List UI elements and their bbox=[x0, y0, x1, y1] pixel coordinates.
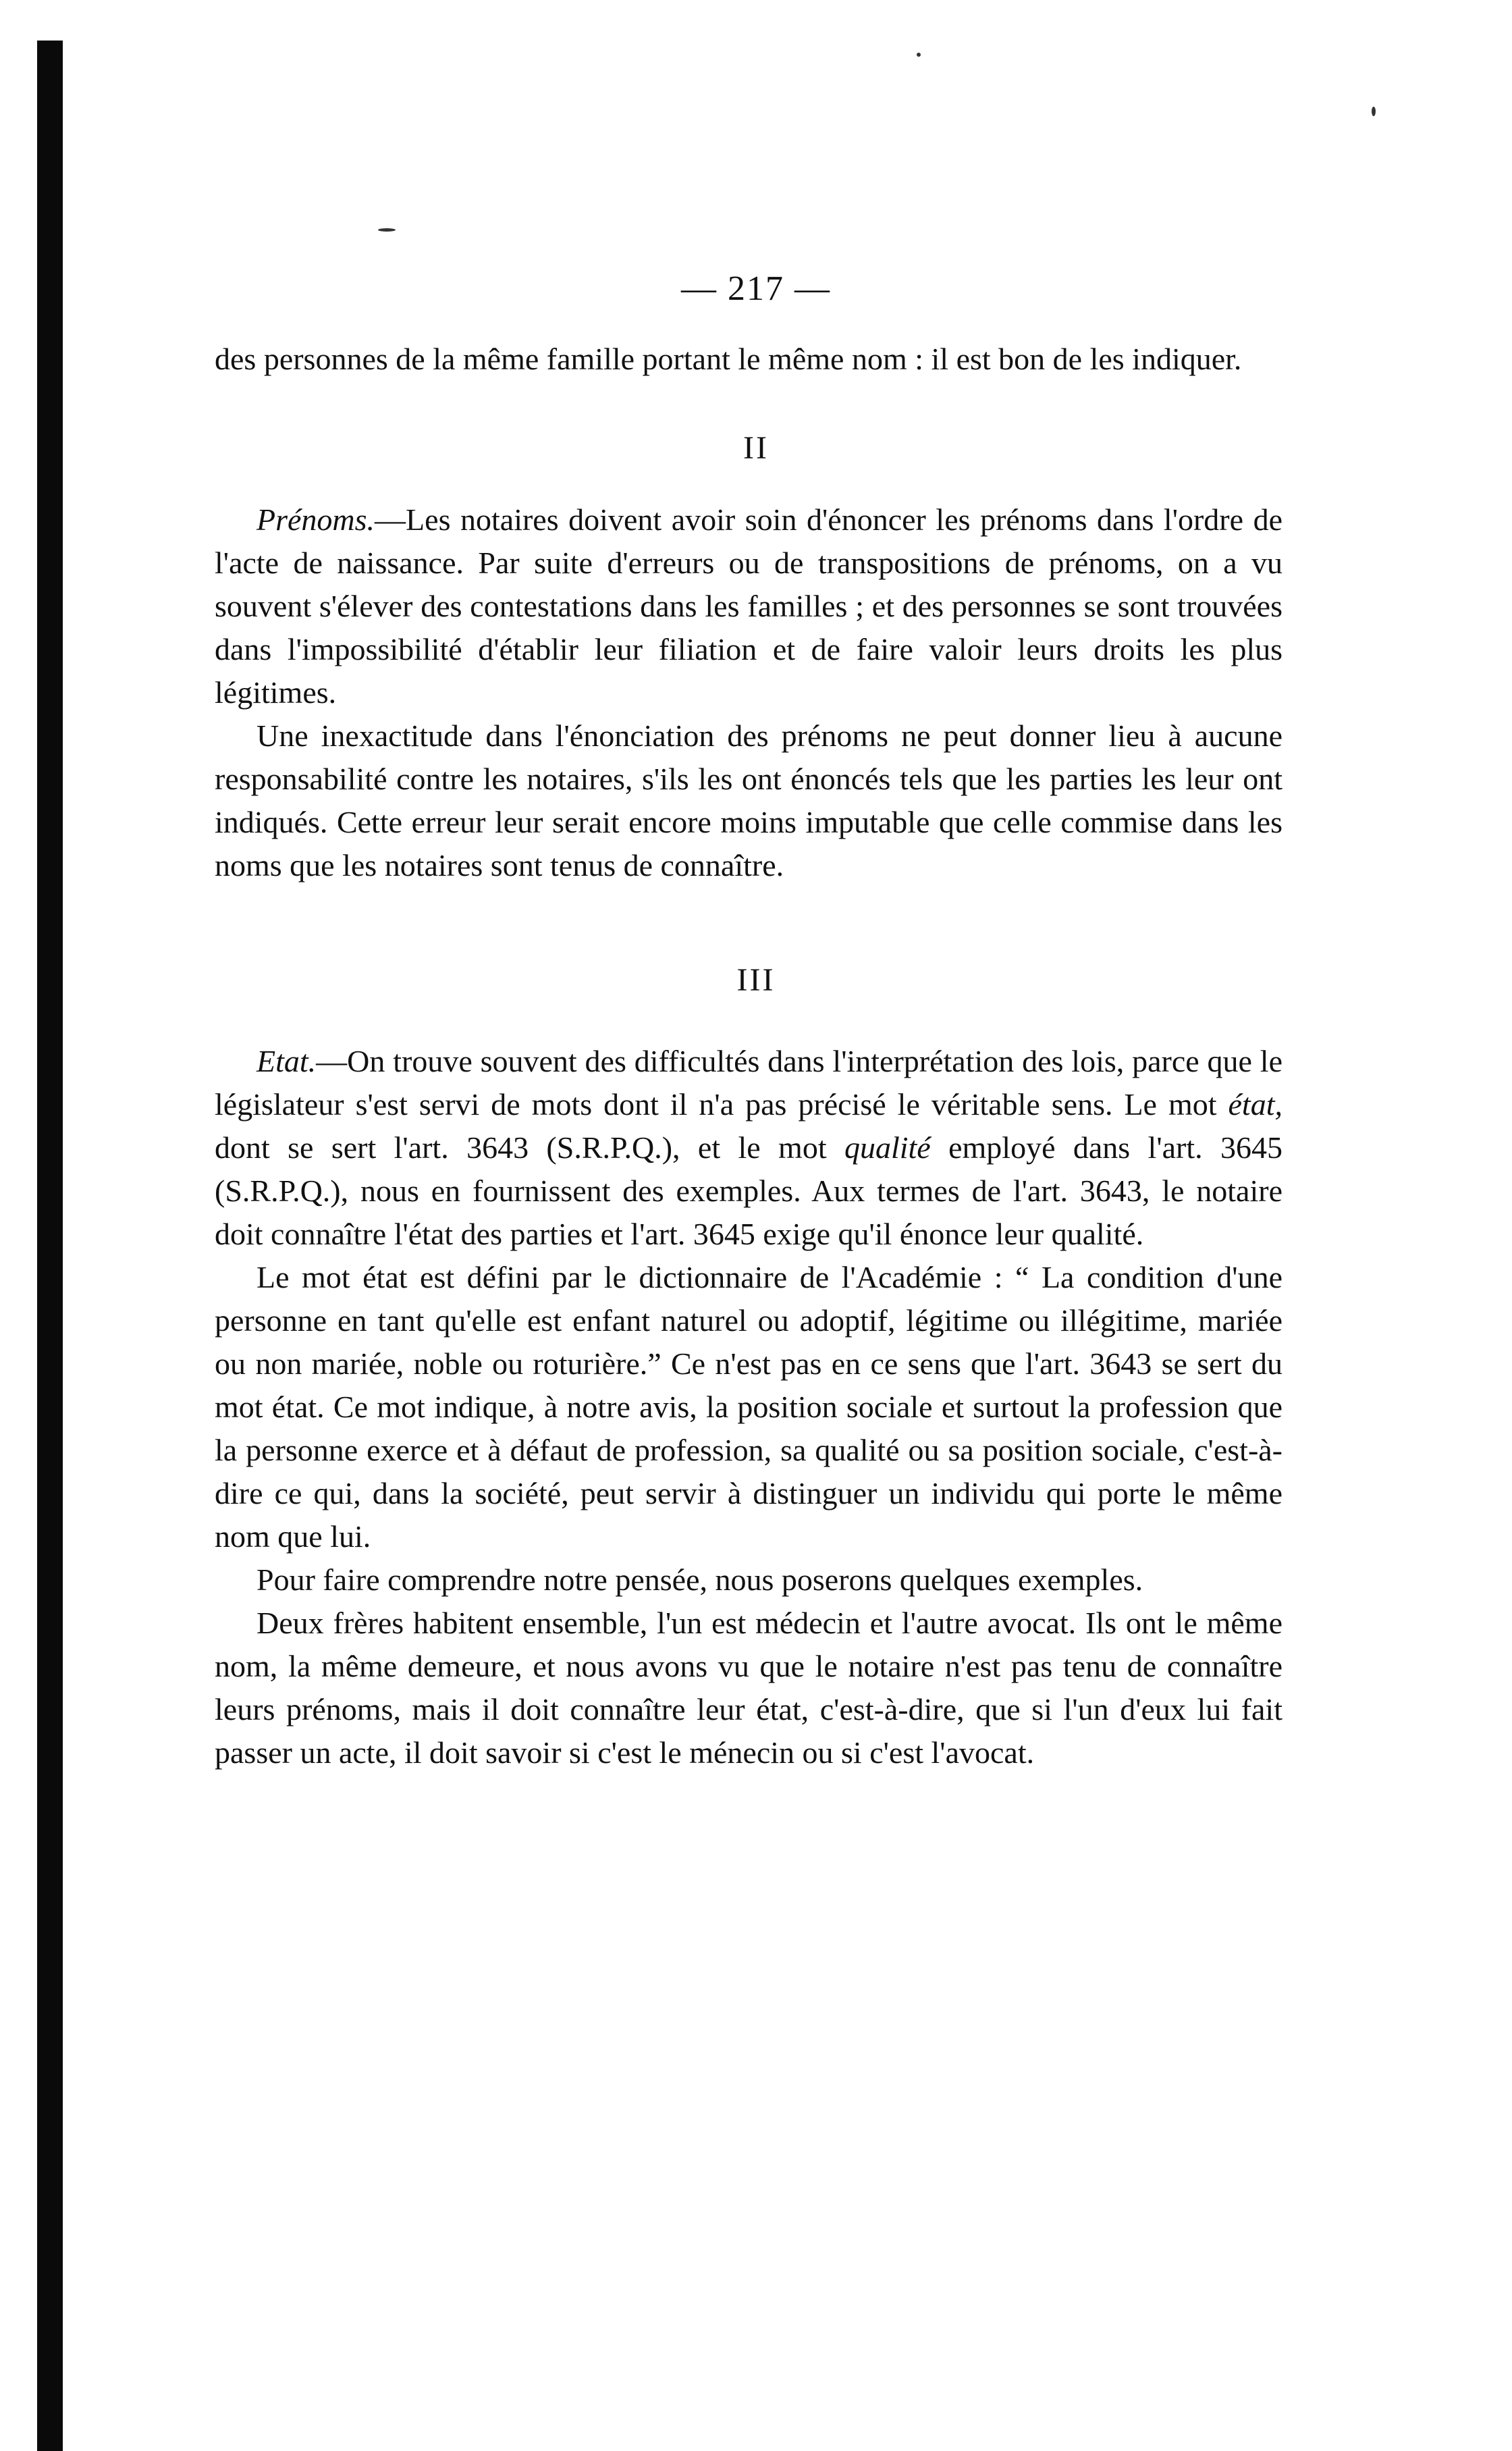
exemples-paragraph: Pour faire comprendre notre pensée, nous poserons quelques exemples. bbox=[256, 1562, 1143, 1597]
prenoms-text: —Les notaires doivent avoir soin d'énoncer les prénoms dans l'ordre de l'acte de naissance. Par suite d'erreurs ou de transpositions de prénoms, on a vu souvent s'élever des contestations dans les familles ; et des personnes se sont trouvées dans l'impossibilité d'établir leur filiation et de faire valoir leurs droits les plus légitimes. bbox=[215, 502, 1282, 710]
prenoms-lead: Prénoms. bbox=[256, 502, 375, 537]
ink-speck bbox=[378, 228, 396, 232]
page-number: — 217 — bbox=[681, 269, 831, 308]
section-iii-body bbox=[215, 1040, 1282, 1774]
section-ii-body bbox=[215, 498, 1282, 887]
binding-edge bbox=[37, 41, 63, 2451]
definition-paragraph: Le mot état est défini par le dictionnaire de l'Académie : “ La condition d'une personne en tant qu'elle est enfant naturel ou adoptif, légitime ou illégitime, mariée ou non mariée, noble ou roturière.” Ce n'est pas en ce sens que l'art. 3643 se sert du mot état. Ce mot indique, à notre avis, la position sociale et surtout la profession que la personne exerce et à défaut de profession, sa qualité ou sa position sociale, c'est-à-dire ce qui, dans la société, peut servir à distinguer un individu qui porte le même nom que lui. bbox=[215, 1260, 1282, 1554]
ink-speck bbox=[1372, 107, 1376, 116]
etat-lead: Etat. bbox=[256, 1044, 317, 1078]
etat-term: état, bbox=[1228, 1087, 1282, 1122]
etat-paragraph bbox=[215, 1040, 1282, 1256]
intro-paragraph bbox=[215, 338, 1282, 381]
inexactitude-paragraph: Une inexactitude dans l'énonciation des prénoms ne peut donner lieu à aucune responsabilité contre les notaires, s'ils les ont énoncés tels que les parties les leur ont indiqués. Cette erreur leur serait encore moins imputable que celle commise dans les noms que les notaires sont tenus de connaître. bbox=[215, 718, 1282, 882]
freres-paragraph: Deux frères habitent ensemble, l'un est médecin et l'autre avocat. Ils ont le même nom, la même demeure, et nous avons vu que le notaire n'est pas tenu de connaître leurs prénoms, mais il doit connaître leur état, c'est-à-dire, que si l'un d'eux lui fait passer un acte, il doit savoir si c'est le ménecin ou si c'est l'avocat. bbox=[215, 1606, 1282, 1770]
intro-text: des personnes de la même famille portant le même nom : il est bon de les indiquer. bbox=[215, 342, 1242, 376]
etat-text-b: dont se sert l'art. 3643 (S.R.P.Q.), et le mot bbox=[215, 1130, 844, 1165]
qualite-term: qualité bbox=[844, 1130, 931, 1165]
etat-text-a: —On trouve souvent des difficultés dans l'interprétation des lois, parce que le législateur s'est servi de mots dont il n'a pas précisé le véritable sens. Le mot bbox=[215, 1044, 1282, 1122]
section-heading-iii: III bbox=[736, 962, 776, 998]
etat-text-c: employé dans l'art. 3645 (S.R.P.Q.), nous en fournissent des exemples. Aux termes de l'art. 3643, le notaire doit connaître l'état des parties et l'art. 3645 exige qu'il énonce leur qualité. bbox=[215, 1130, 1282, 1251]
section-heading-ii: II bbox=[743, 430, 769, 466]
prenoms-paragraph bbox=[215, 498, 1282, 714]
ink-speck bbox=[917, 53, 921, 57]
